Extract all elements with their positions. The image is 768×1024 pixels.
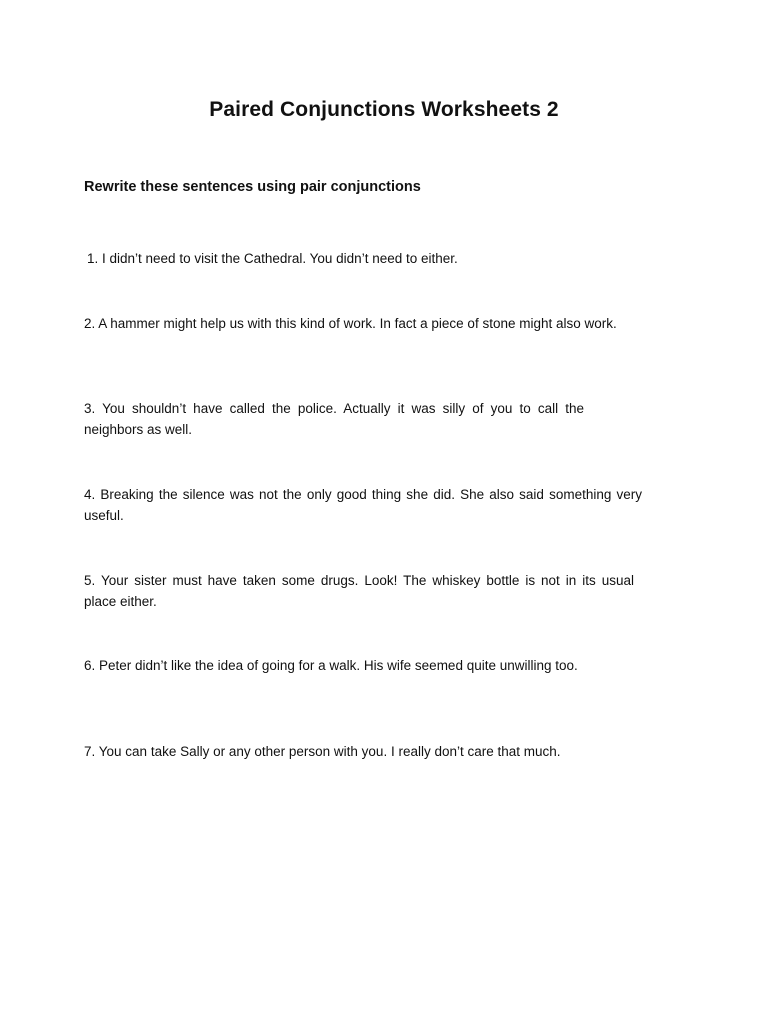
question-7: 7. You can take Sally or any other person with you. I really don’t care that much.: [84, 744, 561, 759]
question-4: 4. Breaking the silence was not the only good thing she did. She also said something very useful.: [84, 487, 642, 523]
worksheet-title: Paired Conjunctions Worksheets 2: [209, 98, 559, 121]
question-3: 3. You shouldn’t have called the police. Actually it was silly of you to call the neighbors as well.: [84, 401, 584, 437]
question-5: 5. Your sister must have taken some drugs. Look! The whiskey bottle is not in its usual place either.: [84, 573, 634, 609]
question-6: 6. Peter didn’t like the idea of going for a walk. His wife seemed quite unwilling too.: [84, 658, 578, 673]
worksheet-instruction: Rewrite these sentences using pair conjunctions: [84, 179, 421, 195]
question-1: 1. I didn’t need to visit the Cathedral. You didn’t need to either.: [87, 251, 458, 266]
question-2: 2. A hammer might help us with this kind of work. In fact a piece of stone might also work.: [84, 316, 617, 331]
